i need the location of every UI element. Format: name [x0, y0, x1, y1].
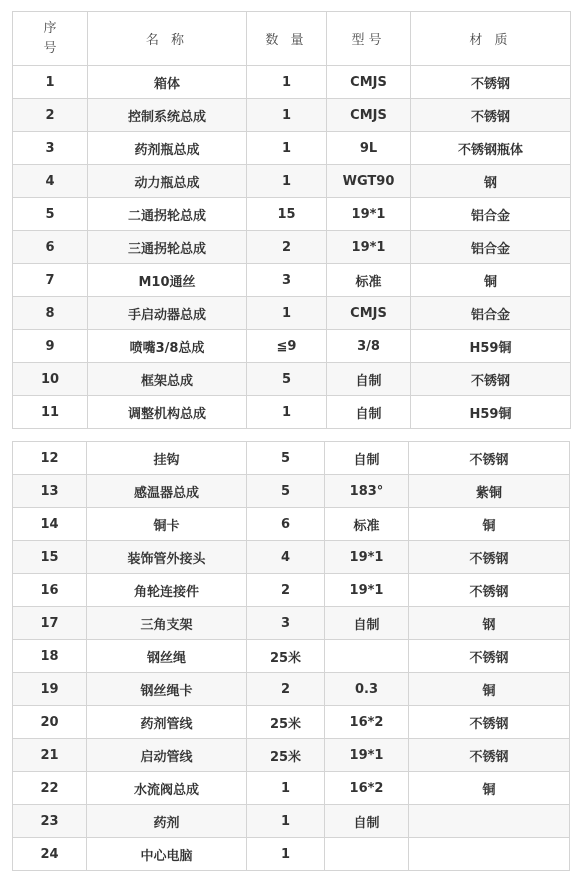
- cell-name: 喷嘴3/8总成: [88, 330, 247, 363]
- cell-material: 不锈钢: [411, 66, 571, 99]
- table-row: [13, 508, 570, 541]
- cell-name: 水流阀总成: [87, 772, 247, 805]
- cell-quantity: 5: [247, 363, 327, 396]
- cell-index: 10: [13, 363, 88, 396]
- cell-quantity: 6: [247, 508, 325, 541]
- cell-name: 铜卡: [87, 508, 247, 541]
- cell-quantity: 1: [247, 165, 327, 198]
- cell-model: 19*1: [327, 231, 411, 264]
- table-row: [13, 475, 570, 508]
- cell-index: 8: [13, 297, 88, 330]
- cell-quantity: 1: [247, 396, 327, 429]
- table-row: [13, 330, 571, 363]
- table-row: [13, 574, 570, 607]
- cell-material: 不锈钢: [409, 706, 570, 739]
- cell-name: 钢丝绳卡: [87, 673, 247, 706]
- cell-material: 不锈钢: [409, 640, 570, 673]
- header-quantity: 数 量: [247, 12, 327, 66]
- cell-index: 13: [13, 475, 87, 508]
- cell-index: 19: [13, 673, 87, 706]
- cell-material: 铝合金: [411, 231, 571, 264]
- table-row: [13, 231, 571, 264]
- cell-quantity: 25米: [247, 640, 325, 673]
- cell-index: 7: [13, 264, 88, 297]
- parts-table-2-body: [13, 442, 570, 871]
- cell-model: 标准: [327, 264, 411, 297]
- cell-quantity: 2: [247, 673, 325, 706]
- cell-quantity: 5: [247, 442, 325, 475]
- cell-index: 23: [13, 805, 87, 838]
- cell-material: 钢: [411, 165, 571, 198]
- cell-name: 钢丝绳: [87, 640, 247, 673]
- cell-quantity: ≦9: [247, 330, 327, 363]
- cell-name: 药剂: [87, 805, 247, 838]
- table-row: [13, 363, 571, 396]
- cell-material: 不锈钢: [409, 442, 570, 475]
- cell-material: 不锈钢: [409, 541, 570, 574]
- cell-model: 9L: [327, 132, 411, 165]
- cell-quantity: 1: [247, 132, 327, 165]
- cell-quantity: 2: [247, 231, 327, 264]
- cell-model: 自制: [327, 396, 411, 429]
- table-row: [13, 772, 570, 805]
- cell-name: 启动管线: [87, 739, 247, 772]
- cell-name: 三角支架: [87, 607, 247, 640]
- cell-index: 15: [13, 541, 87, 574]
- cell-model: WGT90: [327, 165, 411, 198]
- cell-quantity: 5: [247, 475, 325, 508]
- cell-index: 14: [13, 508, 87, 541]
- header-name: 名 称: [88, 12, 247, 66]
- cell-material: 钢: [409, 607, 570, 640]
- cell-material: 铝合金: [411, 198, 571, 231]
- cell-quantity: 1: [247, 66, 327, 99]
- cell-index: 18: [13, 640, 87, 673]
- table-row: [13, 805, 570, 838]
- table-row: [13, 165, 571, 198]
- table-row: [13, 396, 571, 429]
- table-row: [13, 198, 571, 231]
- cell-model: 19*1: [325, 739, 409, 772]
- cell-name: M10通丝: [88, 264, 247, 297]
- cell-quantity: 1: [247, 805, 325, 838]
- cell-model: 自制: [327, 363, 411, 396]
- cell-model: 19*1: [327, 198, 411, 231]
- table-row: [13, 706, 570, 739]
- table-row: [13, 838, 570, 871]
- cell-material: H59铜: [411, 330, 571, 363]
- table-row: [13, 297, 571, 330]
- cell-index: 17: [13, 607, 87, 640]
- cell-material: 紫铜: [409, 475, 570, 508]
- cell-material: 不锈钢瓶体: [411, 132, 571, 165]
- table-row: [13, 739, 570, 772]
- cell-index: 1: [13, 66, 88, 99]
- table-row: [13, 66, 571, 99]
- cell-model: 183°: [325, 475, 409, 508]
- cell-name: 感温器总成: [87, 475, 247, 508]
- header-index: [13, 12, 88, 66]
- cell-model: [325, 838, 409, 871]
- cell-name: 角轮连接件: [87, 574, 247, 607]
- table-row: [13, 99, 571, 132]
- cell-model: 3/8: [327, 330, 411, 363]
- cell-material: 铜: [411, 264, 571, 297]
- table-row: [13, 264, 571, 297]
- cell-index: 2: [13, 99, 88, 132]
- cell-index: 9: [13, 330, 88, 363]
- cell-model: 自制: [325, 805, 409, 838]
- cell-model: CMJS: [327, 297, 411, 330]
- cell-model: 自制: [325, 442, 409, 475]
- cell-quantity: 25米: [247, 706, 325, 739]
- cell-quantity: 15: [247, 198, 327, 231]
- header-index-line1: 序: [43, 20, 57, 36]
- cell-name: 二通拐轮总成: [88, 198, 247, 231]
- header-index-line2: 号: [43, 40, 57, 56]
- cell-quantity: 4: [247, 541, 325, 574]
- cell-quantity: 2: [247, 574, 325, 607]
- cell-name: 药剂瓶总成: [88, 132, 247, 165]
- table-row: [13, 607, 570, 640]
- header-material: 材 质: [411, 12, 571, 66]
- cell-model: CMJS: [327, 66, 411, 99]
- cell-model: 16*2: [325, 706, 409, 739]
- table-row: [13, 442, 570, 475]
- cell-quantity: 1: [247, 99, 327, 132]
- cell-material: 铜: [409, 772, 570, 805]
- table-row: [13, 640, 570, 673]
- cell-name: 药剂管线: [87, 706, 247, 739]
- cell-material: 铝合金: [411, 297, 571, 330]
- cell-material: 铜: [409, 508, 570, 541]
- cell-name: 框架总成: [88, 363, 247, 396]
- cell-model: CMJS: [327, 99, 411, 132]
- cell-material: 铜: [409, 673, 570, 706]
- parts-table-1-body: [13, 12, 571, 429]
- cell-name: 控制系统总成: [88, 99, 247, 132]
- cell-quantity: 3: [247, 607, 325, 640]
- table-row: [13, 673, 570, 706]
- cell-model: 19*1: [325, 574, 409, 607]
- parts-table-2: [12, 441, 570, 871]
- cell-material: 不锈钢: [411, 99, 571, 132]
- cell-index: 5: [13, 198, 88, 231]
- cell-index: 22: [13, 772, 87, 805]
- cell-quantity: 1: [247, 297, 327, 330]
- cell-index: 21: [13, 739, 87, 772]
- cell-index: 16: [13, 574, 87, 607]
- header-row: [13, 12, 571, 66]
- cell-quantity: 1: [247, 772, 325, 805]
- cell-material: H59铜: [411, 396, 571, 429]
- cell-name: 箱体: [88, 66, 247, 99]
- cell-material: 不锈钢: [409, 739, 570, 772]
- cell-material: [409, 838, 570, 871]
- cell-model: 自制: [325, 607, 409, 640]
- cell-name: 手启动器总成: [88, 297, 247, 330]
- cell-model: [325, 640, 409, 673]
- cell-quantity: 1: [247, 838, 325, 871]
- cell-index: 12: [13, 442, 87, 475]
- cell-name: 调整机构总成: [88, 396, 247, 429]
- cell-index: 4: [13, 165, 88, 198]
- parts-table-1: [12, 11, 571, 429]
- cell-model: 0.3: [325, 673, 409, 706]
- cell-index: 11: [13, 396, 88, 429]
- cell-material: [409, 805, 570, 838]
- cell-name: 中心电脑: [87, 838, 247, 871]
- cell-index: 6: [13, 231, 88, 264]
- cell-model: 19*1: [325, 541, 409, 574]
- table-row: [13, 132, 571, 165]
- cell-index: 20: [13, 706, 87, 739]
- header-model: 型号: [327, 12, 411, 66]
- cell-name: 装饰管外接头: [87, 541, 247, 574]
- cell-model: 标准: [325, 508, 409, 541]
- table-row: [13, 541, 570, 574]
- cell-name: 动力瓶总成: [88, 165, 247, 198]
- cell-model: 16*2: [325, 772, 409, 805]
- cell-index: 3: [13, 132, 88, 165]
- cell-quantity: 3: [247, 264, 327, 297]
- cell-material: 不锈钢: [409, 574, 570, 607]
- cell-material: 不锈钢: [411, 363, 571, 396]
- cell-name: 三通拐轮总成: [88, 231, 247, 264]
- cell-name: 挂钩: [87, 442, 247, 475]
- cell-index: 24: [13, 838, 87, 871]
- cell-quantity: 25米: [247, 739, 325, 772]
